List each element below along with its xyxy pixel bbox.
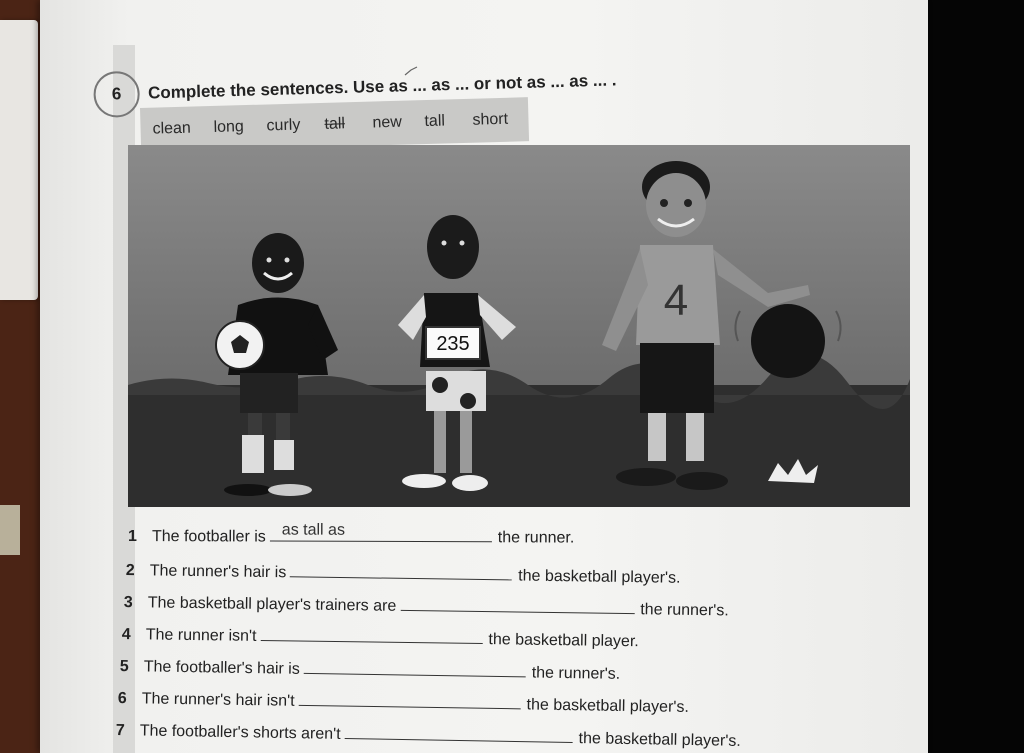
answer-blank-7[interactable] xyxy=(345,722,573,743)
sentence-start: The runner's hair is xyxy=(149,562,287,582)
sentence-start: The footballer's hair is xyxy=(143,658,300,678)
word-curly: curly xyxy=(266,116,301,135)
dark-border xyxy=(928,0,1024,753)
sentence-number: 2 xyxy=(125,561,135,580)
sentence-number: 7 xyxy=(115,721,125,740)
word-short: short xyxy=(472,110,509,129)
illustration-three-athletes xyxy=(128,145,910,507)
answer-blank-3[interactable] xyxy=(400,594,634,614)
word-tall-crossed-out: tall xyxy=(324,115,346,133)
handwritten-answer: as tall as xyxy=(281,521,345,539)
sentence-start: The footballer's shorts aren't xyxy=(139,722,341,743)
basketball-shirt-number: 4 xyxy=(663,276,689,325)
sentence-end: the basketball player's. xyxy=(518,567,681,587)
background-paper xyxy=(0,20,38,300)
sentence-start: The runner isn't xyxy=(145,626,257,645)
answer-blank-6[interactable] xyxy=(299,689,521,709)
exercise-number: 6 xyxy=(93,71,140,118)
background-paper-strip xyxy=(0,505,20,555)
sentence-end: the runner. xyxy=(497,529,575,547)
sentence-number: 1 xyxy=(127,528,137,546)
word-new: new xyxy=(372,113,403,132)
answer-blank-5[interactable] xyxy=(304,657,526,677)
word-long: long xyxy=(213,118,245,136)
sentence-1 xyxy=(127,521,575,548)
runner-bib-number: 235 xyxy=(436,333,470,355)
sentence-start: The footballer is xyxy=(151,528,266,546)
sentence-number: 4 xyxy=(121,625,131,644)
sentence-number: 6 xyxy=(117,689,127,708)
sentence-end: the runner's. xyxy=(640,601,729,620)
word-clean: clean xyxy=(152,119,192,138)
exercise-instruction: Complete the sentences. Use as ... as ... or not as ... as ... . xyxy=(147,70,617,103)
sentence-start: The basketball player's trainers are xyxy=(147,594,397,615)
pencil-tick-mark xyxy=(404,66,418,76)
sentence-number: 3 xyxy=(123,593,133,612)
answer-blank-2[interactable] xyxy=(290,560,512,580)
answer-blank-4[interactable] xyxy=(260,624,482,644)
sentence-end: the runner's. xyxy=(531,664,621,683)
answer-blank-1[interactable] xyxy=(270,521,492,542)
sentence-end: the basketball player's. xyxy=(578,730,741,750)
word-tall: tall xyxy=(424,112,446,131)
sentence-start: The runner's hair isn't xyxy=(141,690,295,710)
sentence-number: 5 xyxy=(119,657,129,676)
sentence-end: the basketball player. xyxy=(488,631,639,651)
sentence-end: the basketball player's. xyxy=(526,696,689,716)
